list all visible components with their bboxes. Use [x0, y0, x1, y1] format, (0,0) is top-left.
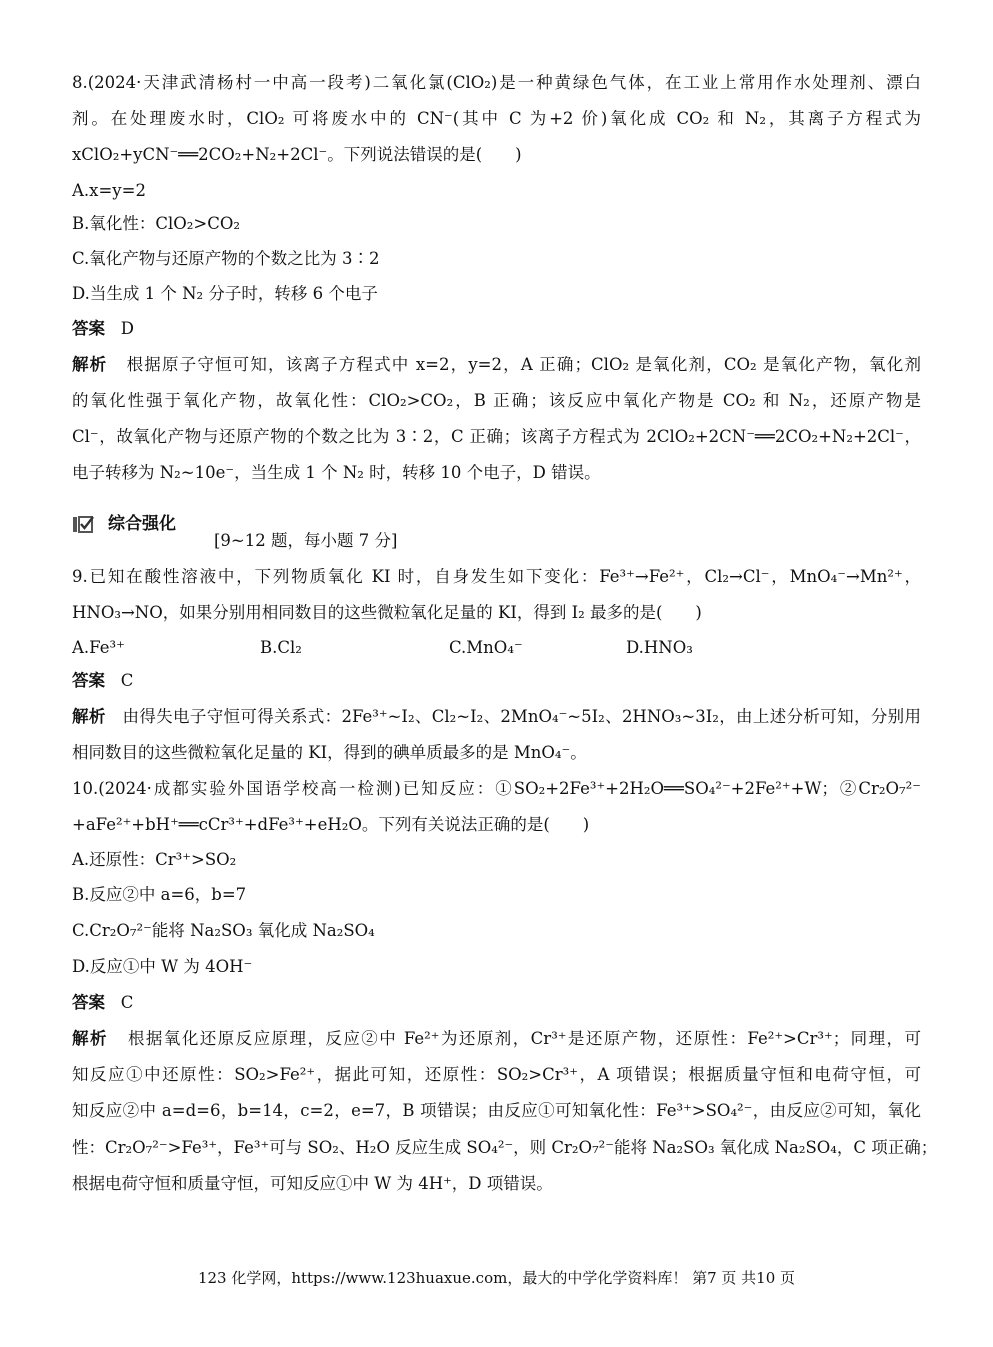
q10-option-b: B.反应②中 a=6，b=7 — [72, 885, 247, 904]
q10-stem-line-1: 10.(2024·成都实验外国语学校高一检测)已知反应：①SO₂+2Fe³⁺+2H₂O══SO₄²⁻+2Fe²⁺+W；②Cr₂O₇²⁻ — [72, 779, 921, 798]
q8-option-c: C.氧化产物与还原产物的个数之比为 3∶2 — [72, 249, 380, 268]
section-title: 综合强化 — [108, 514, 176, 534]
checkbox-check-icon — [72, 514, 94, 534]
q10-answer — [72, 992, 921, 1014]
answer-label: 答案 — [72, 993, 105, 1012]
answer-label: 答案 — [72, 671, 105, 690]
analysis-text: 根据氧化还原反应原理，反应②中 Fe²⁺为还原剂，Cr³⁺是还原产物，还原性：Fe²⁺>Cr³⁺；同理，可 — [127, 1029, 921, 1048]
analysis-text: 由得失电子守恒可得关系式：2Fe³⁺~I₂、Cl₂~I₂、2MnO₄⁻~5I₂、2HNO₃~3I₂，由上述分析可知，分别用 — [122, 707, 922, 726]
q8-analysis-line-1 — [72, 354, 921, 376]
q8-option-a: A.x=y=2 — [72, 181, 146, 200]
q8-stem-line-3: xClO₂+yCN⁻══2CO₂+N₂+2Cl⁻。下列说法错误的是( ) — [72, 145, 522, 164]
q9-stem-line-2: HNO₃→NO，如果分别用相同数目的这些微粒氧化足量的 KI，得到 I₂ 最多的是( ) — [72, 603, 702, 622]
q10-option-c: C.Cr₂O₇²⁻能将 Na₂SO₃ 氧化成 Na₂SO₄ — [72, 921, 375, 940]
section-subtitle: [9~12 题，每小题 7 分] — [214, 531, 398, 550]
q9-analysis-line-1 — [72, 706, 921, 728]
q8-analysis-line-4: 电子转移为 N₂~10e⁻，当生成 1 个 N₂ 时，转移 10 个电子，D 错误。 — [72, 463, 601, 482]
q8-analysis-line-3: Cl⁻，故氧化产物与还原产物的个数之比为 3∶2，C 正确；该离子方程式为 2ClO₂+2CN⁻══2CO₂+N₂+2Cl⁻， — [72, 427, 921, 446]
q10-stem-line-2: +aFe²⁺+bH⁺══cCr³⁺+dFe³⁺+eH₂O。下列有关说法正确的是( ) — [72, 815, 590, 834]
q10-analysis-line-1 — [72, 1028, 921, 1050]
q10-analysis-line-4: 性：Cr₂O₇²⁻>Fe³⁺，Fe³⁺可与 SO₂、H₂O 反应生成 SO₄²⁻，则 Cr₂O₇²⁻能将 Na₂SO₃ 氧化成 Na₂SO₄，C 项正确； — [72, 1138, 938, 1157]
q8-answer — [72, 318, 921, 340]
answer-value: C — [120, 993, 134, 1012]
q9-stem-line-1: 9.已知在酸性溶液中，下列物质氧化 KI 时，自身发生如下变化：Fe³⁺→Fe²⁺，Cl₂→Cl⁻，MnO₄⁻→Mn²⁺， — [72, 567, 921, 586]
q10-option-a: A.还原性：Cr³⁺>SO₂ — [72, 850, 237, 869]
page-footer: 123 化学网，https://www.123huaxue.com，最大的中学化学资料库！ 第7 页 共10 页 — [197, 1269, 796, 1287]
analysis-label: 解析 — [72, 1029, 108, 1048]
analysis-label: 解析 — [72, 355, 108, 374]
q8-analysis-line-2: 的氧化性强于氧化产物，故氧化性：ClO₂>CO₂，B 正确；该反应中氧化产物是 CO₂ 和 N₂，还原产物是 — [72, 391, 921, 410]
answer-value: D — [120, 319, 134, 338]
q9-answer — [72, 670, 921, 692]
q8-option-d: D.当生成 1 个 N₂ 分子时，转移 6 个电子 — [72, 284, 378, 303]
q8-option-b: B.氧化性：ClO₂>CO₂ — [72, 214, 241, 233]
q8-stem-line-2: 剂。在处理废水时，ClO₂ 可将废水中的 CN⁻(其中 C 为+2 价)氧化成 CO₂ 和 N₂，其离子方程式为 — [72, 109, 921, 128]
q10-analysis-line-2: 知反应①中还原性：SO₂>Fe²⁺，据此可知，还原性：SO₂>Cr³⁺，A 项错误；根据质量守恒和电荷守恒，可 — [72, 1065, 921, 1084]
q9-option-d: D.HNO₃ — [626, 638, 693, 657]
q9-analysis-line-2: 相同数目的这些微粒氧化足量的 KI，得到的碘单质最多的是 MnO₄⁻。 — [72, 743, 587, 762]
q8-stem-line-1: 8.(2024·天津武清杨村一中高一段考)二氧化氯(ClO₂)是一种黄绿色气体，在工业上常用作水处理剂、漂白 — [72, 73, 921, 92]
analysis-text: 根据原子守恒可知，该离子方程式中 x=2，y=2，A 正确；ClO₂ 是氧化剂，CO₂ 是氧化产物，氧化剂 — [126, 355, 921, 374]
q9-option-b: B.Cl₂ — [260, 638, 302, 657]
q10-option-d: D.反应①中 W 为 4OH⁻ — [72, 957, 253, 976]
q10-analysis-line-3: 知反应②中 a=d=6，b=14，c=2，e=7，B 项错误；由反应①可知氧化性：Fe³⁺>SO₄²⁻，由反应②可知，氧化 — [72, 1101, 921, 1120]
answer-value: C — [120, 671, 134, 690]
q10-analysis-line-5: 根据电荷守恒和质量守恒，可知反应①中 W 为 4H⁺，D 项错误。 — [72, 1174, 553, 1193]
q9-option-a: A.Fe³⁺ — [72, 638, 125, 657]
analysis-label: 解析 — [72, 707, 106, 726]
q9-option-c: C.MnO₄⁻ — [449, 638, 523, 657]
answer-label: 答案 — [72, 319, 105, 338]
